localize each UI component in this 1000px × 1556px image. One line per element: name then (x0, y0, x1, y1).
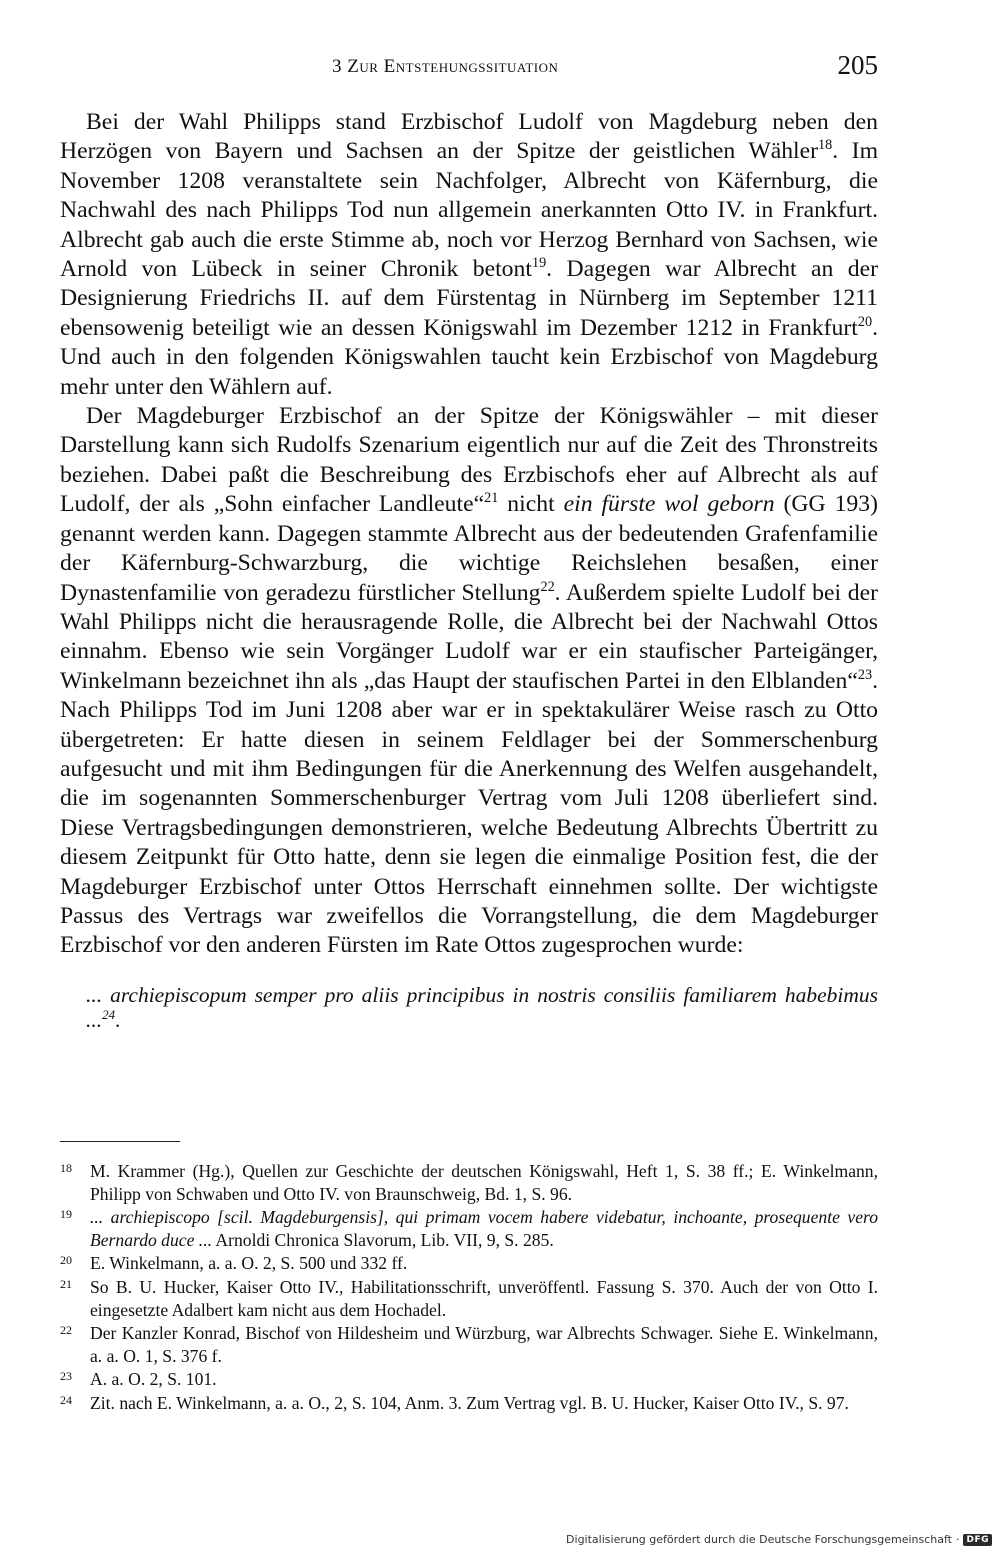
paragraph (60, 402, 878, 961)
text-run: Zit. nach E. Winkelmann, a. a. O., 2, S. 104, Anm. 3. Zum Vertrag vgl. B. U. Hucker, Kaiser Otto IV., S. 97. (90, 1392, 849, 1413)
text-run: M. Krammer (Hg.), Quellen zur Geschichte der deutschen Königswahl, Heft 1, S. 38 ff.; E. Winkelmann, Philipp von Schwaben und Otto IV. von Braunschweig, Bd. 1, S. 96. (90, 1161, 878, 1204)
text-run: Der Kanzler Konrad, Bischof von Hildesheim und Würzburg, war Albrechts Schwager. Siehe E. Winkelmann, a. a. O. 1, S. 376 f. (90, 1323, 878, 1366)
paragraph (60, 108, 878, 402)
footnote-ref: 24 (102, 1007, 116, 1022)
footnote-number: 20 (60, 1253, 72, 1268)
footnote-ref: 20 (857, 313, 873, 330)
text-run: A. a. O. 2, S. 101. (90, 1369, 217, 1390)
footnote-number: 22 (60, 1323, 72, 1338)
text-run: Bei der Wahl Philipps stand Erzbischof Ludolf von Magdeburg neben den Herzögen von Bayern und Sachsen an der Spitze der geistlichen Wähler (60, 109, 878, 165)
text-run: Der Magdeburger Erzbischof an der Spitze der Königswähler – mit dieser Darstellung kann sich Rudolfs Szenarium eigentlich nur auf die Zeit des Thronstreits beziehen. Dabei paßt die Beschreibung des Erzbischofs eher auf Albrecht als auf Ludolf, der als „Sohn einfacher Landleute“ (60, 403, 878, 518)
body-text (60, 108, 878, 1033)
text-run: . Im November 1208 veranstaltete sein Nachfolger, Albrecht von Käfernburg, die Nachwahl des nach Philipps Tod nun allgemein anerkannten Otto IV. in Frankfurt. Albrecht gab auch die erste Stimme ab, noch vor Herzog Bernhard von Sachsen, wie Arnold von Lübeck in seiner Chronik betont (60, 138, 878, 283)
footnote-number: 23 (60, 1369, 72, 1384)
footnote-ref: 22 (540, 578, 555, 595)
credit-text: Digitalisierung gefördert durch die Deutsche Forschungsgemeinschaft (566, 1533, 952, 1546)
footnote (60, 1276, 878, 1321)
text-run: . Dagegen war Albrecht an der Designierung Friedrichs II. auf dem Fürstentag in Nürnberg im September 1211 ebensowenig beteiligt wie an dessen Königswahl im Dezember 1212 in Frankfurt (60, 256, 878, 341)
text-run: . Außerdem spielte Ludolf bei der Wahl Philipps nicht die herausragende Rolle, die Albrecht bei der Nachwahl Ottos einnahm. Ebenso wie sein Vorgänger Ludolf war er ein staufischer Parteigänger, Winkelmann bezeichnet ihn als „das Haupt der staufischen Partei in den Elblanden“ (60, 579, 878, 694)
digitization-credit (566, 1533, 992, 1546)
page-header (60, 50, 878, 90)
footnote (60, 1160, 878, 1205)
footnote (60, 1252, 878, 1275)
footnote (60, 1206, 878, 1251)
footnote-ref: 21 (484, 490, 499, 507)
italic-text: ... archiepiscopo [scil. Magdeburgensis], qui primam vocem habere videbatur, inchoante, prosequente vero Bernardo duce ... (90, 1207, 878, 1250)
footnote-number: 19 (60, 1207, 72, 1222)
text-run: nicht (498, 491, 564, 518)
dfg-logo-icon: DFG (963, 1534, 992, 1546)
quote-tail: . (115, 1007, 121, 1032)
text-run: So B. U. Hucker, Kaiser Otto IV., Habilitationsschrift, unveröffentl. Fassung S. 370. Auch der von Otto I. eingesetzte Adalbert kam nicht aus dem Hochadel. (90, 1276, 878, 1320)
text-run: (GG 193) genannt werden kann. Dagegen stammte Albrecht aus der bedeutenden Grafenfamilie der Käfernburg-Schwarzburg, die wichtige Reichslehen besaßen, einer Dynastenfamilie von geradezu fürstlicher Stellung (60, 491, 878, 606)
footnotes (60, 1160, 878, 1416)
text-run: . Nach Philipps Tod im Juni 1208 aber war er in spektakulärer Weise rasch zu Otto übergetreten: Er hatte diesen in seinem Feldlager bei der Sommerschenburg aufgesucht und mit ihm Bedingungen für die Anerkennung des Welfen ausgehandelt, die im sogenannten Sommerschenburger Vertrag vom Juli 1208 überliefert sind. Diese Vertragsbedingungen demonstrieren, welche Bedeutung Albrechts Übertritt zu diesem Zeitpunkt für Otto hatte, denn sie legen die einmalige Position fest, die der Magdeburger Erzbischof unter Ottos Herrschaft einnehmen sollte. Der wichtigste Passus des Vertrags war zweifellos die Vorrangstellung, die dem Magdeburger Erzbischof vor den anderen Fürsten im Rate Ottos zugesprochen wurde: (60, 667, 878, 959)
footnote (60, 1392, 878, 1415)
block-quote (86, 983, 878, 1033)
footnote-ref: 19 (531, 255, 547, 272)
text-run: E. Winkelmann, a. a. O. 2, S. 500 und 332 ff. (90, 1253, 408, 1274)
running-head: 3 Zur Entstehungssituation (332, 56, 559, 77)
footnote-ref: 23 (857, 666, 873, 683)
footnote (60, 1368, 878, 1391)
text-run: . Und auch in den folgenden Königswahlen taucht kein Erzbischof von Magdeburg mehr unter den Wählern auf. (60, 314, 878, 400)
footnote (60, 1322, 878, 1367)
footnote-separator (60, 1141, 180, 1142)
credit-separator: · (955, 1533, 960, 1546)
footnote-number: 24 (60, 1392, 72, 1407)
text-run: Arnoldi Chronica Slavorum, Lib. VII, 9, S. 285. (212, 1229, 554, 1250)
footnote-number: 21 (60, 1276, 72, 1291)
footnote-ref: 18 (818, 137, 833, 154)
footnote-number: 18 (60, 1161, 72, 1175)
page-number: 205 (837, 50, 878, 80)
italic-text: ein fürste wol geborn (563, 491, 775, 518)
quote-text: ... archiepiscopum semper pro aliis principibus in nostris consiliis familiarem habebimus ... (86, 982, 878, 1032)
